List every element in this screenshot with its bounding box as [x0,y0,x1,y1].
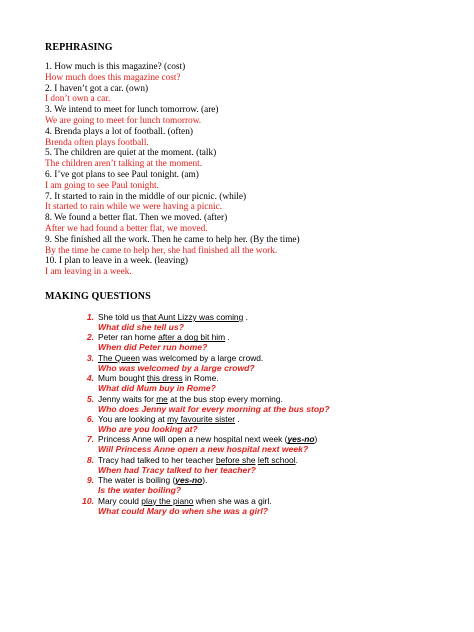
underlined-part: left school [257,454,296,465]
question-item [45,312,465,332]
question-number: 3. [86,352,94,363]
question-item [45,455,465,475]
question-sentence [98,434,317,444]
question-item [45,373,465,393]
question-answer: Who does Jenny wait for every morning at the bus stop? [98,403,330,414]
sentence-part: The water is boiling ( [98,475,176,486]
question-number: 7. [86,434,94,445]
rephrasing-answer: How much does this magazine cost? [45,72,181,83]
question-sentence [98,353,263,363]
sentence-part: . [243,312,248,322]
underlined-part: this dress [146,373,183,384]
underlined-part: my favourite sister [167,413,236,424]
sentence-part: . [295,454,298,465]
rephrasing-question: 1. How much is this magazine? (cost) [45,62,186,72]
question-answer: Who was welcomed by a large crowd? [98,362,255,373]
rephrasing-question: 4. Brenda plays a lot of football. (often) [45,126,193,137]
question-sentence [98,394,283,404]
question-sentence [98,475,207,485]
rephrasing-answer: It started to rain while we were having a picnic. [45,202,223,213]
question-sentence [98,312,248,322]
sentence-part: Jenny waits for [98,393,157,404]
rephrasing-answer: After we had found a better flat, we moved. [45,223,208,234]
sentence-part: ) [314,434,318,445]
question-answer: What did Mum buy in Rome? [98,383,216,394]
rephrasing-answer: Brenda often plays football. [45,137,149,148]
question-number: 9. [86,475,94,486]
sentence-part: Mum bought [98,373,147,384]
question-item [45,496,465,516]
rephrasing-question: 9. She finished all the work. Then he came to help her. (By the time) [45,234,300,245]
underlined-part: play the piano [141,495,194,506]
question-answer: Is the water boiling? [98,485,182,496]
sentence-part: when she was a girl. [193,495,272,506]
question-answer: What did she tell us? [98,322,184,332]
question-item [45,394,465,414]
underlined-part: after a dog bit him [158,332,226,343]
rephrasing-answer: The children aren’t talking at the moment. [45,159,203,170]
sentence-part: . [235,413,240,424]
rephrasing-question: 2. I haven’t got a car. (own) [45,83,149,94]
question-number: 2. [86,332,94,343]
rephrasing-question: 10. I plan to leave in a week. (leaving) [45,256,189,267]
underlined-part: The Queen [98,352,140,363]
question-sentence [98,373,219,383]
sentence-part: Tracy had talked to her teacher [98,454,216,465]
question-item [45,414,465,434]
question-number: 5. [86,393,94,404]
question-item [45,434,465,454]
sentence-part: at the bus stop every morning. [167,393,283,404]
rephrasing-answer: We are going to meet for lunch tomorrow. [45,115,202,126]
rephrasing-question: 5. The children are quiet at the moment. (talk) [45,148,217,159]
question-answer: Will Princess Anne open a new hospital next week? [98,444,309,455]
question-item [45,332,465,352]
making-questions-heading: MAKING QUESTIONS [45,291,151,302]
underlined-part: before she [215,454,256,465]
sentence-part: was welcomed by a large crowd. [139,352,264,363]
rephrasing-heading: REPHRASING [45,42,113,53]
sentence-part: Mary could [98,495,142,506]
question-answer: Who are you looking at? [98,423,198,434]
rephrasing-answer: I don’t own a car. [45,94,111,105]
rephrasing-question: 3. We intend to meet for lunch tomorrow. (are) [45,105,219,116]
yes-no-tag: yes-no [287,434,315,445]
underlined-part [287,434,314,444]
question-sentence [98,332,230,342]
sentence-part: Princess Anne will open a new hospital next week ( [98,434,288,445]
question-number: 4. [86,373,94,384]
sentence-part: Peter ran home [98,332,159,343]
question-number: 6. [86,413,94,424]
question-answer: What could Mary do when she was a girl? [98,505,268,516]
question-item [45,353,465,373]
sentence-part: You are looking at [98,413,168,424]
question-answer: When did Peter run home? [98,342,208,353]
question-sentence [98,496,272,506]
rephrasing-question: 6. I’ve got plans to see Paul tonight. (am) [45,169,199,180]
making-questions-list [45,312,465,516]
rephrasing-answer: I am going to see Paul tonight. [45,180,159,191]
underlined-part [175,475,202,485]
rephrasing-question: 8. We found a better flat. Then we moved. (after) [45,213,228,224]
underlined-part: that Aunt Lizzy was coming [142,312,244,322]
sentence-part: She told us [98,312,143,322]
rephrasing-question: 7. It started to rain in the middle of our picnic. (while) [45,191,247,202]
question-answer: When had Tracy talked to her teacher? [98,464,256,475]
rephrasing-answer: I am leaving in a week. [45,267,132,278]
rephrasing-answer: By the time he came to help her, she had finished all the work. [45,245,278,256]
sentence-part: in Rome. [182,373,219,384]
question-number: 8. [86,454,94,465]
question-number: 10. [82,495,94,506]
yes-no-tag: yes-no [175,475,203,486]
question-item [45,475,465,495]
rephrasing-list [45,62,465,278]
question-number: 1. [86,312,94,322]
sentence-part: . [225,332,230,343]
question-sentence [98,455,298,465]
underlined-part: me [156,393,168,404]
question-sentence [98,414,240,424]
sentence-part: ). [202,475,208,486]
